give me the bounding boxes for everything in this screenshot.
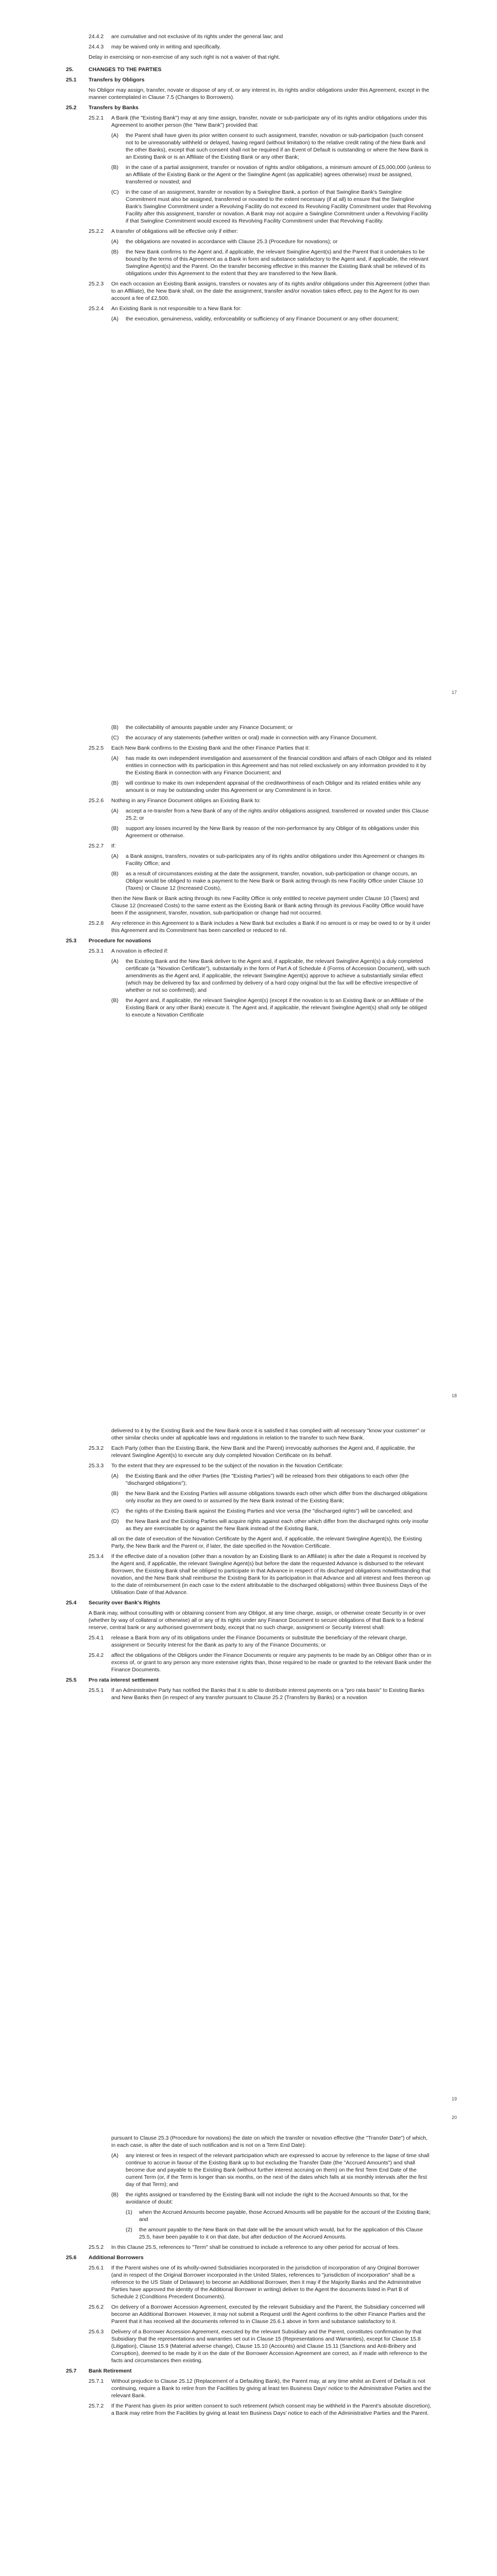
clause-text: the collectability of amounts payable under any Finance Document; or (126, 724, 293, 731)
clause-text: any interest or fees in respect of the relevant participation which are expressed to accrue by reference to the lapse of time shall continue to accrue in favour of the Existing Bank up to but excluding the Transfer Date (the "Accrued Amounts") and shall become due and payable to the Existing Bank (without further interest accruing on them) on the first Term End Date of the current Term (or, if the Term is longer than six months, on the next of the dates which falls at six monthly intervals after the first day of that Term); and (126, 2153, 430, 2188)
clause-text: the New Bank confirms to the Agent and, if applicable, the relevant Swingline Agent(s) and the Parent that it undertakes to be bound by the terms of this Agreement as a Bank in form and substance satisfactory to the Agent and, if applicable, the relevant Swingline Agent(s) and the Parent. On the transfer becoming effective in this manner the Existing Bank shall be relieved of its obligations under this Agreement to the extent that they are transferred to the New Bank. (126, 249, 429, 277)
page-number: 19 (451, 2096, 457, 2102)
clause-text: accept a re-transfer from a New Bank of any of the rights and/or obligations assigned, transferred or novated under this Clause 25.2; or (126, 808, 429, 821)
clause-text: when the Accrued Amounts become payable, those Accrued Amounts will be payable for the account of the Existing Bank; and (139, 2209, 431, 2223)
clause-25-3-3-c (111, 1507, 432, 1515)
clause-number: (A) (111, 132, 118, 139)
clause-text: the New Bank and the Existing Parties will assume obligations towards each other which differ from the discharged obligations only insofar as they are owed to or assumed by the New Bank instead of the Existing Bank; (126, 1490, 427, 1504)
clause-number: 25.4.1 (89, 1635, 104, 1641)
clause-number: (B) (111, 780, 118, 786)
clause-25-4-1 (89, 1634, 432, 1649)
clause-number: (A) (111, 853, 118, 859)
heading-25-6 (66, 2254, 432, 2261)
heading-number: 25.2 (66, 105, 77, 111)
clause-25-3-2 (89, 1445, 432, 1459)
clause-text: the accuracy of any statements (whether written or oral) made in connection with any Finance Document. (126, 735, 378, 741)
clause-text: A novation is effected if: (111, 948, 168, 954)
clause-text: An Existing Bank is not responsible to a New Bank for: (111, 306, 242, 312)
page-number: 17 (451, 690, 457, 695)
clause-text: If the effective date of a novation (other than a novation by an Existing Bank to an Affiliate) is after the date a Request is received by the Agent and, if applicable, the relevant Swingline Agent(s) but before the date the requested Advance is disbursed to the relevant Borrower, the Existing Bank shall be obliged to participate in that Advance in respect of its discharged obligations notwithstanding that novation, and the New Bank shall reimburse the Existing Bank for its participation in that Advance and all interest and fees thereon up to the date of reimbursement (in each case to the extent attributable to the discharged obligations) within three Business Days of the Utilisation Date of that Advance. (111, 1553, 431, 1596)
clause-text: in the case of an assignment, transfer or novation by a Swingline Bank, a portion of that Swingline Bank's Swingline Commitment must also be assigned, transferred or novated to the extent necessary (if at all) to ensure that the Swingline Bank's Swingline Commitment under a Revolving Facility do not exceed its Revolving Facility Commitment under that Revolving Facility after this assignment, transfer or novation. A Bank may not acquire a Swingline Commitment under a Revolving Facility if that Swingline Commitment would exceed its Revolving Facility Commitment under that Revolving Facility. (126, 189, 432, 224)
heading-25-3 (66, 937, 432, 944)
clause-text: will continue to make its own independent appraisal of the creditworthiness of each Obligor and its related entities while any amount is or may be outstanding under this Agreement or any Commitment is in force. (126, 780, 421, 793)
clause-number: 25.2.6 (89, 798, 104, 804)
heading-number: 25.1 (66, 77, 77, 83)
heading-text: CHANGES TO THE PARTIES (89, 66, 162, 73)
heading-text: Bank Retirement (89, 2368, 132, 2374)
clause-number: 25.3.3 (89, 1463, 104, 1469)
clause-25-2-7 (89, 842, 432, 850)
clause-number: (B) (111, 871, 118, 877)
clause-25-2-2-b (111, 248, 432, 277)
clause-text: the rights assigned or transferred by the Existing Bank will not include the right to the Accrued Amounts so that, for the avoidance of doubt: (126, 2192, 408, 2205)
clause-number: 24.4.2 (89, 33, 104, 40)
clause-number: 25.3.2 (89, 1445, 104, 1451)
clause-number: (C) (111, 735, 119, 741)
clause-number: 25.2.8 (89, 920, 104, 926)
clause-25-3-4 (89, 1553, 432, 1596)
page-3 (0, 1406, 497, 2110)
clause-text: To the extent that they are expressed to be the subject of the novation in the Novation Certificate: (111, 1463, 344, 1469)
page-4 (0, 2110, 497, 2576)
clause-text: affect the obligations of the Obligors under the Finance Documents or require any payments to be made by an Obligor other than or in excess of, or grant to any person any more extensive rights than, those required to be made or granted to the relevant Bank under the Finance Documents. (111, 1652, 432, 1673)
page-4-content (66, 2134, 432, 2420)
clause-number: (A) (111, 958, 118, 964)
clause-text: in the case of a partial assignment, transfer or novation of rights and/or obligations, a minimum amount of £5,000,000 (unless to an Affiliate of the Existing Bank or the Agent or the Swingline Agent (as applicable) agrees otherwise) must be assigned, transferred or novated; and (126, 164, 431, 185)
clause-text: A Bank (the "Existing Bank") may at any time assign, transfer, novate or sub-participate any of its rights and/or obligations under this Agreement to another person (the "New Bank") provided that: (111, 115, 427, 128)
heading-25-2 (66, 104, 432, 111)
heading-25 (66, 66, 432, 73)
heading-number: 25.6 (66, 2255, 77, 2261)
clause-25-2-7-b (111, 870, 432, 892)
page-2 (0, 703, 497, 1406)
clause-text: Without prejudice to Clause 25.12 (Replacement of a Defaulting Bank), the Parent may, at any time whilst an Event of Default is not continuing, require a Bank to retire from the Facilities by giving at least ten Business Days' notice to the Administrative Parties and the relevant Bank. (111, 2378, 431, 2399)
clause-number: 25.5.1 (89, 1687, 104, 1693)
clause-number: (A) (111, 1473, 118, 1479)
clause-25-2-1-b (111, 164, 432, 185)
clause-25-6-1 (89, 2264, 432, 2300)
heading-number: 25.3 (66, 938, 77, 944)
clause-number: (B) (111, 249, 118, 255)
clause-number: (A) (111, 239, 118, 245)
clause-25-2-2-a (111, 238, 432, 245)
clause-25-6-2 (89, 2303, 432, 2325)
clause-text: If an Administrative Party has notified the Banks that it is able to distribute interest payments on a "pro rata basis" to Existing Banks and New Banks then (in respect of any transfer pursuant to Clause 25.2 (Transfers by Banks) or a novation (111, 1687, 425, 1701)
clause-number: 25.2.5 (89, 745, 104, 751)
heading-text: Pro rata interest settlement (89, 1677, 159, 1683)
clause-number: (A) (111, 808, 118, 814)
clause-25-3-3 (89, 1462, 432, 1469)
clause-25-2-4-a (111, 315, 432, 323)
clause-text: support any losses incurred by the New Bank by reason of the non-performance by any Obligor of its obligations under this Agreement or otherwise. (126, 825, 419, 839)
clause-number: 24.4.3 (89, 44, 104, 50)
page-number: 18 (451, 1393, 457, 1398)
clause-number: 25.4.2 (89, 1652, 104, 1658)
paragraph-25-2-7-tail: then the New Bank or Bank acting through its new Facility Office is only entitled to receive payment under Clause 10 (Taxes) and Clause 12 (Increased Costs) to the same extent as the Existing Bank or Bank acting through its previous Facility Office would have been if the assignment, transfer, novation, sub-participation or change had not occurred. (111, 895, 424, 916)
clause-text: are cumulative and not exclusive of its rights under the general law; and (111, 33, 283, 40)
clause-number: (B) (111, 164, 118, 171)
clause-24-4-2 (89, 33, 432, 40)
clause-number: 25.7.1 (89, 2378, 104, 2384)
clause-number: (1) (126, 2209, 132, 2215)
heading-number: 25.4 (66, 1600, 77, 1606)
clause-25-7-1 (89, 2378, 432, 2399)
clause-number: (B) (111, 825, 118, 832)
clause-text: Each New Bank confirms to the Existing Bank and the other Finance Parties that it: (111, 745, 310, 751)
clause-25-2-8 (89, 920, 432, 934)
clause-number: 25.3.1 (89, 948, 104, 954)
clause-text: release a Bank from any of its obligations under the Finance Documents or substitute the beneficiary of the relevant charge, assignment or Security Interest for the Bank as party to any of the Finance Documents; or (111, 1635, 407, 1648)
clause-25-5-1-b-2 (126, 2226, 432, 2241)
paragraph-25-4: A Bank may, without consulting with or obtaining consent from any Obligor, at any time charge, assign, or otherwise create Security in or over (whether by way of collateral or otherwise) all or any of its rights under any Finance Document to secure obligations of that Bank to a federal reserve, central bank or any authorised government body, except that no such charge, assignment or Security Interest shall: (89, 1610, 426, 1631)
clause-text: the New Bank and the Existing Parties will acquire rights against each other which differ from the discharged rights only insofar as they are exercisable by or against the New Bank instead of the Existing Bank, (126, 1518, 429, 1532)
clause-25-2-5-a (111, 755, 432, 776)
clause-number: (2) (126, 2227, 132, 2233)
clause-text: the Existing Bank and the New Bank deliver to the Agent and, if applicable, the relevant Swingline Agent(s) a duly completed certificate (a "Novation Certificate"), substantially in the form of Part A of Schedule 4 (Forms of Accession Document), with such amendments as the Agent and, if applicable, the relevant Swingline Agent(s) approve to achieve a substantially similar effect (which may be delivered by fax and confirmed by delivery of a hard copy original but the fax will be effective irrespective of whether or not so confirmed); and (126, 958, 430, 993)
paragraph-continuation: delivered to it by the Existing Bank and the New Bank once it is satisfied it has complied with all necessary "know your customer" or other similar checks under all applicable laws and regulations in relation to the transfer to such New Bank. (111, 1428, 426, 1441)
clause-25-3-3-d (111, 1518, 432, 1532)
clause-number: 25.7.2 (89, 2403, 104, 2409)
clause-number: (A) (111, 755, 118, 761)
clause-number: 25.6.2 (89, 2304, 104, 2310)
clause-24-4-3 (89, 43, 432, 50)
clause-text: a Bank assigns, transfers, novates or sub-participates any of its rights and/or obligations under this Agreement or changes its Facility Office; and (126, 853, 425, 867)
page-3-content (66, 1427, 432, 1704)
heading-number: 25. (66, 66, 74, 73)
clause-text: as a result of circumstances existing at the date the assignment, transfer, novation, sub-participation or change occurs, an Obligor would be obliged to make a payment to the New Bank or Bank acting through its new Facility Office under Clause 10 (Taxes) or Clause 12 (Increased Costs), (126, 871, 423, 891)
clause-25-5-1-b (111, 2191, 432, 2206)
clause-number: (B) (111, 1490, 118, 1497)
heading-25-1 (66, 76, 432, 83)
clause-text: Delivery of a Borrower Accession Agreement, executed by the relevant Subsidiary and the Parent, constitutes confirmation by that Subsidiary that the representations and warranties set out in Clause 15 (Representations and Warranties), except for Clause 15.8 (Litigation), Clause 15.9 (Material adverse change), Clause 15.10 (Accounts) and Clause 15.11 (Sanctions and Anti-Bribery and Corruption), deemed to be made by it on the date of the Borrower Accession Agreement are correct, as if made with reference to the facts and circumstances then existing. (111, 2329, 427, 2364)
page-1-content (66, 33, 432, 326)
clause-number: (C) (111, 1508, 119, 1514)
heading-number: 25.5 (66, 1677, 77, 1683)
clause-25-6-3 (89, 2328, 432, 2364)
clause-25-5-1 (89, 1687, 432, 1701)
clause-25-2-4 (89, 305, 432, 312)
clause-text: Any reference in this Agreement to a Bank includes a New Bank but excludes a Bank if no amount is or may be owed to or by it under this Agreement and its Commitment has been cancelled or reduced to nil. (111, 920, 431, 934)
clause-text: Nothing in any Finance Document obliges an Existing Bank to: (111, 798, 261, 804)
page-2-content (66, 724, 432, 1022)
clause-25-2-4-b (111, 724, 432, 731)
clause-text: A transfer of obligations will be effective only if either: (111, 228, 238, 234)
clause-25-2-6 (89, 797, 432, 804)
clause-25-3-1-a (111, 958, 432, 994)
clause-25-2-3 (89, 280, 432, 302)
clause-number: 25.2.4 (89, 306, 104, 312)
clause-text: In this Clause 25.5, references to "Term" shall be construed to include a reference to any other period for accrual of fees. (111, 2244, 400, 2250)
page-number: 20 (451, 2115, 457, 2120)
clause-number: (B) (111, 724, 118, 731)
clause-number: 25.6.3 (89, 2329, 104, 2335)
clause-number: 25.3.4 (89, 1553, 104, 1560)
clause-25-2-4-c (111, 734, 432, 741)
clause-text: the rights of the Existing Bank against the Existing Parties and vice versa (the "discharged rights") will be cancelled; and (126, 1508, 413, 1514)
heading-text: Additional Borrowers (89, 2255, 144, 2261)
clause-text: On delivery of a Borrower Accession Agreement, executed by the relevant Subsidiary and the Parent, the Subsidiary concerned will become an Additional Borrower. However, it may not submit a Request until the Agent confirms to the other Finance Parties and the Parent that it has received all the documents referred to in Clause 25.6.1 above in form and substance satisfactory to it. (111, 2304, 425, 2325)
clause-text: the obligations are novated in accordance with Clause 25.3 (Procedure for novations); or (126, 239, 338, 245)
page-1 (0, 0, 497, 703)
clause-number: (A) (111, 2153, 118, 2159)
clause-text: Each Party (other than the Existing Bank, the New Bank and the Parent) irrevocably authorises the Agent and, if applicable, the relevant Swingline Agent(s) to execute any duly completed Novation Certificate on its behalf. (111, 1445, 416, 1459)
clause-25-2-1 (89, 114, 432, 129)
paragraph-continuation: pursuant to Clause 25.3 (Procedure for novations) the date on which the transfer or novation effective (the "Transfer Date") of which, in each case, is after the date of such notification and is not on a Term End Date): (111, 2135, 427, 2148)
clause-text: the execution, genuineness, validity, enforceability or sufficiency of any Finance Document or any other document; (126, 316, 399, 322)
heading-25-4 (66, 1599, 432, 1606)
clause-25-2-1-c (111, 189, 432, 225)
clause-text: the amount payable to the New Bank on that date will be the amount which would, but for the application of this Clause 25.5, have been payable to it on that date, but after deduction of the Accrued Amounts. (139, 2227, 423, 2240)
clause-number: (B) (111, 997, 118, 1004)
paragraph-25-1: No Obligor may assign, transfer, novate or dispose of any of, or any interest in, its rights and/or obligations under this Agreement, except in the manner contemplated in Clause 7.5 (Changes to Borrowers). (89, 87, 430, 100)
heading-text: Transfers by Obligors (89, 77, 145, 83)
heading-25-5 (66, 1676, 432, 1684)
clause-25-2-5 (89, 744, 432, 752)
clause-text: If the Parent wishes one of its wholly-owned Subsidiaries incorporated in the jurisdiction of incorporation of any Original Borrower (and in respect of the Original Borrower incorporated in the United States, references to "jurisdiction of incorporation" shall be a reference to the US State of Delaware) to become an Additional Borrower, then it may if the Majority Banks and the Administrative Parties have approved the identity of the Additional Borrower in writing) deliver to the Agent the documents listed in Part B of Schedule 2 (Conditions Precedent Documents). (111, 2265, 421, 2300)
clause-text: On each occasion an Existing Bank assigns, transfers or novates any of its rights and/or obligations under this Agreement (other than to an Affiliate), the New Bank shall, on the date the assignment, transfer and/or novation takes effect, pay to the Agent for its own account a fee of £2,500. (111, 281, 430, 301)
heading-text: Transfers by Banks (89, 105, 139, 111)
clause-number: 25.5.2 (89, 2244, 104, 2250)
clause-number: 25.2.7 (89, 843, 104, 849)
clause-25-2-6-a (111, 807, 432, 822)
clause-text: the Agent and, if applicable, the relevant Swingline Agent(s) (except if the novation is to an Existing Bank or an Affiliate of the Existing Bank or any other Bank) execute it. The Agent and, if applicable, the relevant Swingline Agent(s) shall only be obliged to execute a Novation Certificate (126, 997, 427, 1018)
clause-text: may be waived only in writing and specifically. (111, 44, 221, 50)
clause-25-5-1-b-1 (126, 2209, 432, 2223)
clause-25-3-3-b (111, 1490, 432, 1504)
clause-25-2-7-a (111, 853, 432, 867)
clause-25-5-1-a (111, 2152, 432, 2188)
clause-25-2-5-b (111, 779, 432, 794)
clause-25-5-2 (89, 2244, 432, 2251)
heading-25-7 (66, 2367, 432, 2375)
clause-25-2-1-a (111, 132, 432, 161)
clause-25-4-2 (89, 1652, 432, 1673)
clause-number: 25.2.2 (89, 228, 104, 234)
clause-25-2-2 (89, 228, 432, 235)
clause-number: (D) (111, 1518, 119, 1524)
clause-number: 25.2.1 (89, 115, 104, 121)
clause-number: (C) (111, 189, 119, 195)
clause-25-7-2 (89, 2402, 432, 2417)
clause-text: the Existing Bank and the other Parties (the "Existing Parties") will be released from their obligations to each other (the "discharged obligations"); (126, 1473, 409, 1486)
clause-text: If: (111, 843, 116, 849)
clause-text: If the Parent has given its prior written consent to such retirement (which consent may be withheld in the Parent's absolute discretion), a Bank may retire from the Facilities by giving at least ten Business Days' notice to each of the Administrative Parties and the Parent. (111, 2403, 432, 2416)
clause-25-2-6-b (111, 825, 432, 839)
heading-text: Procedure for novations (89, 938, 151, 944)
heading-text: Security over Bank's Rights (89, 1600, 161, 1606)
clause-25-3-1 (89, 947, 432, 955)
clause-number: 25.6.1 (89, 2265, 104, 2271)
paragraph-delay: Delay in exercising or non-exercise of any such right is not a waiver of that right. (89, 54, 280, 60)
clause-number: 25.2.3 (89, 281, 104, 287)
clause-number: (A) (111, 316, 118, 322)
clause-25-3-3-a (111, 1472, 432, 1487)
paragraph-25-3-3-tail: all on the date of execution of the Novation Certificate by the Agent and, if applicable, the relevant Swingline Agent(s), the Existing Party, the New Bank and the Parent or, if later, the date specified in the Novation Certificate. (111, 1536, 422, 1549)
clause-25-3-1-b (111, 997, 432, 1019)
clause-text: the Parent shall have given its prior written consent to such assignment, transfer, novation or sub-participation (such consent not to be unreasonably withheld or delayed, having regard (without limitation) to the relative credit rating of the New Bank and the other Banks), except that such consent shall not be required if an Event of Default is outstanding or where the New Bank is an Existing Bank or is an Affiliate of the Existing Bank or any other Bank; (126, 132, 429, 160)
heading-number: 25.7 (66, 2368, 77, 2374)
clause-text: has made its own independent investigation and assessment of the financial condition and affairs of each Obligor and its related entities in connection with its participation in this Agreement and has not relied exclusively on any information provided to it by the Existing Bank in connection with any Finance Document; and (126, 755, 432, 776)
clause-number: (B) (111, 2192, 118, 2198)
